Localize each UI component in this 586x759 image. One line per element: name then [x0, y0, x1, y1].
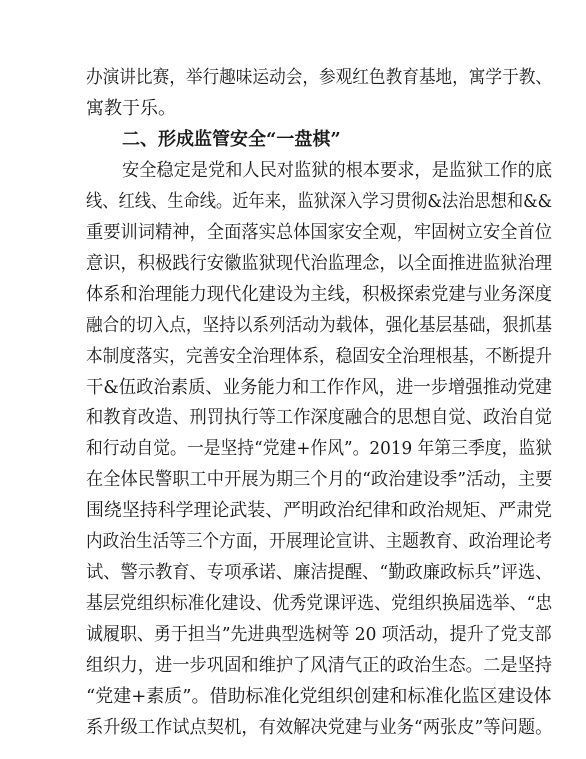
text-line-9: 融合的切入点，坚持以系列活动为载体，强化基层基础，狠抓基 — [86, 315, 552, 336]
text-line-20: 组织力，进一步巩固和维护了风清气正的政治生态。二是坚持 — [86, 655, 552, 676]
text-line-16: 内政治生活等三个方面，开展理论宣讲、主题教育、政治理论考 — [86, 531, 552, 552]
paragraph-first-line: 安全稳定是党和人民对监狱的根本要求，是监狱工作的底 — [122, 160, 553, 181]
text-line-11: 干&伍政治素质、业务能力和工作作风，进一步增强推动党建 — [86, 377, 553, 398]
text-line-5: 线、红线、生命线。近年来，监狱深入学习贯彻&法治思想和&& — [86, 191, 553, 212]
section-heading: 二、形成监管安全“一盘棋” — [122, 129, 341, 150]
text-line-22: 系升级工作试点契机，有效解决党建与业务“两张皮”等问题。 — [86, 717, 553, 738]
text-line-10: 本制度落实，完善安全治理体系，稳固安全治理根基，不断提升 — [86, 346, 552, 367]
text-line-6: 重要训词精神，全面落实总体国家安全观，牢固树立安全首位 — [86, 222, 552, 243]
text-line-19: 诚履职、勇于担当”先进典型选树等 20 项活动，提升了党支部 — [86, 624, 552, 645]
text-line-8: 体系和治理能力现代化建设为主线，积极探索党建与业务深度 — [86, 284, 552, 305]
text-line-7: 意识，积极践行安徽监狱现代治监理念，以全面推进监狱治理 — [86, 253, 552, 274]
text-line-21: “党建+素质”。借助标准化党组织创建和标准化监区建设体 — [86, 686, 552, 707]
text-line-12: 和教育改造、刑罚执行等工作深度融合的思想自觉、政治自觉 — [86, 407, 552, 428]
text-line-2: 寓教于乐。 — [86, 98, 176, 119]
text-line-14: 在全体民警职工中开展为期三个月的“政治建设季”活动，主要 — [86, 469, 553, 490]
text-line-13: 和行动自觉。一是坚持“党建+作风”。2019 年第三季度，监狱 — [86, 438, 553, 459]
text-line-15: 围绕坚持科学理论武装、严明政治纪律和政治规矩、严肃党 — [86, 500, 552, 521]
text-line-18: 基层党组织标准化建设、优秀党课评选、党组织换届选举、“忠 — [86, 593, 553, 614]
text-line-1: 办演讲比赛，举行趣味运动会，参观红色教育基地，寓学于教、 — [86, 67, 552, 88]
text-line-17: 试、警示教育、专项承诺、廉洁提醒、“勤政廉政标兵”评选、 — [86, 562, 553, 583]
